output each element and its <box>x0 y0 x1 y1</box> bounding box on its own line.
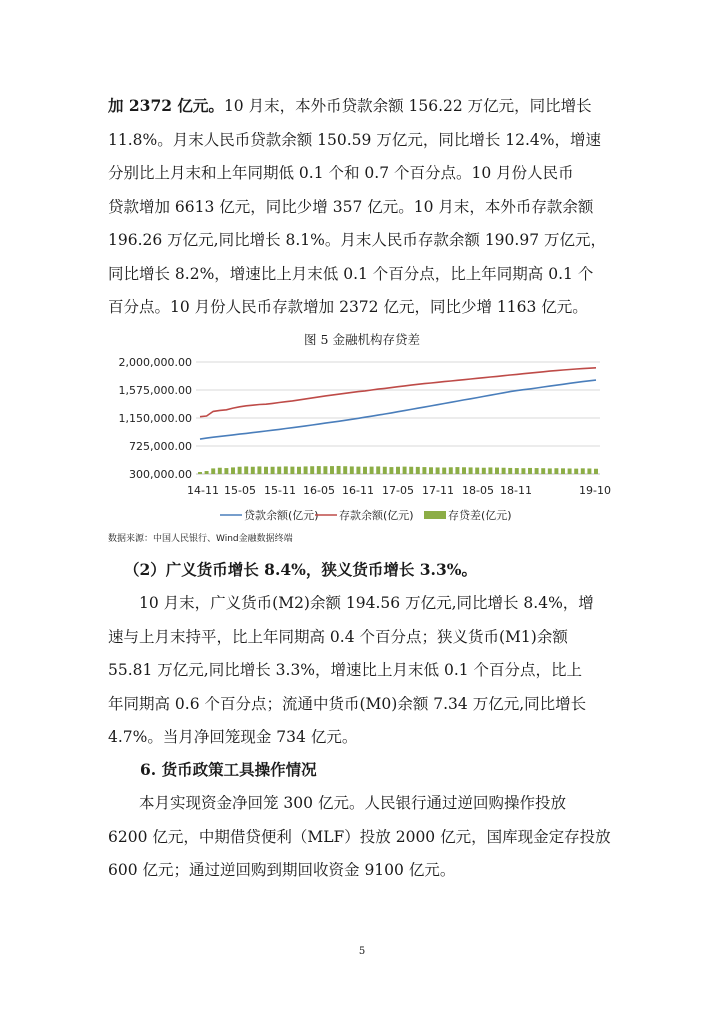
paragraph-line: 4.7%。当月净回笼现金 734 亿元。 <box>108 728 358 746</box>
gap-bar <box>587 468 591 474</box>
gap-bar <box>422 467 426 474</box>
gap-bar <box>304 466 308 474</box>
y-tick-label: 1,575,000.00 <box>118 384 192 397</box>
paragraph-line: 10 月末，广义货币(M2)余额 194.56 万亿元,同比增长 8.4%，增 <box>139 594 594 612</box>
paragraph-line: 加 2372 亿元。10 月末，本外币贷款余额 156.22 万亿元，同比增长 <box>108 96 592 115</box>
gap-bar <box>442 468 446 474</box>
x-tick-label: 16-11 <box>342 484 374 497</box>
gap-bar <box>297 467 301 474</box>
gap-bar <box>343 466 347 474</box>
gap-bar <box>548 468 552 474</box>
gap-bar <box>323 466 327 474</box>
gap-bar <box>488 467 492 474</box>
gap-bar <box>455 467 459 474</box>
paragraph-line: 速与上月末持平，比上年同期高 0.4 个百分点；狭义货币(M1)余额 <box>108 627 568 646</box>
x-tick-labels <box>187 484 611 497</box>
gap-bar <box>535 468 539 474</box>
page-number: 5 <box>358 946 366 957</box>
paragraph-money-supply <box>108 587 616 755</box>
gap-bar <box>257 466 261 474</box>
paragraph-line: 11.8%。月末人民币贷款余额 150.59 万亿元，同比增长 12.4%，增速 <box>108 130 601 149</box>
legend-label: 存贷差(亿元) <box>448 509 512 522</box>
gap-bar <box>495 468 499 474</box>
gap-bar <box>238 467 242 474</box>
gap-bar <box>594 469 598 474</box>
gap-bar <box>376 466 380 474</box>
gap-bar <box>561 468 565 474</box>
gap-bar <box>356 467 360 474</box>
gap-bar <box>211 468 215 474</box>
y-tick-label: 300,000.00 <box>129 468 192 481</box>
gap-bar <box>244 466 248 474</box>
gap-bar <box>317 466 321 474</box>
paragraph-line: 分别比上月末和上年同期低 0.1 个和 0.7 个百分点。10 月份人民币 <box>108 164 574 182</box>
y-tick-labels <box>119 356 192 481</box>
x-tick-label: 19-10 <box>579 484 611 497</box>
x-tick-label: 17-11 <box>422 484 454 497</box>
paragraph-line: 55.81 万亿元,同比增长 3.3%，增速比上月末低 0.1 个百分点，比上 <box>108 661 583 679</box>
gap-bar <box>568 468 572 474</box>
gap-bar <box>231 467 235 474</box>
paragraph-line: 同比增长 8.2%，增速比上月末低 0.1 个百分点，比上年同期高 0.1 个 <box>108 264 594 283</box>
gap-bar <box>403 467 407 474</box>
gap-bar <box>574 469 578 474</box>
figure-source: 数据来源：中国人民银行、Wind金融数据终端 <box>108 534 293 544</box>
gap-bar <box>284 466 288 474</box>
y-tick-label: 2,000,000.00 <box>118 356 192 369</box>
gap-bar <box>416 467 420 474</box>
y-tick-label: 725,000.00 <box>129 440 192 453</box>
y-tick-label: 1,150,000.00 <box>118 412 192 425</box>
paragraph-line: 600 亿元；通过逆回购到期回收资金 9100 亿元。 <box>108 861 456 879</box>
chart-legend <box>220 508 512 522</box>
gap-bar <box>528 468 532 474</box>
gap-bar <box>337 466 341 474</box>
paragraph-line: 百分点。10 月份人民币存款增加 2372 亿元，同比少增 1163 亿元。 <box>108 298 588 316</box>
x-tick-label: 15-11 <box>264 484 296 497</box>
gap-bar <box>198 472 202 474</box>
gap-bar <box>205 471 209 474</box>
paragraph-deposits-loans <box>108 89 616 325</box>
gap-bar <box>429 467 433 474</box>
gap-bar <box>508 468 512 474</box>
chart-lines <box>200 368 596 439</box>
x-tick-label: 14-11 <box>187 484 219 497</box>
x-tick-label: 17-05 <box>382 484 414 497</box>
gap-bars <box>198 466 598 474</box>
gap-bar <box>449 467 453 474</box>
gap-bar <box>462 467 466 474</box>
gap-bar <box>310 466 314 474</box>
gap-bar <box>469 467 473 474</box>
x-tick-label: 16-05 <box>303 484 335 497</box>
deposit-loan-gap-chart <box>108 352 618 530</box>
section-heading-money-supply: （2）广义货币增长 8.4%，狭义货币增长 3.3%。 <box>124 560 477 579</box>
gap-bar <box>383 467 387 474</box>
gap-bar <box>290 467 294 474</box>
paragraph-line: 年同期高 0.6 个百分点；流通中货币(M0)余额 7.34 万亿元,同比增长 <box>108 694 587 713</box>
gap-bar <box>363 467 367 474</box>
legend-label: 存款余额(亿元) <box>339 509 414 522</box>
paragraph-line: 196.26 万亿元,同比增长 8.1%。月末人民币存款余额 190.97 万亿元， <box>108 231 606 249</box>
gap-bar <box>541 468 545 474</box>
x-tick-label: 15-05 <box>224 484 256 497</box>
section-heading-policy-tools: 6. 货币政策工具操作情况 <box>140 760 317 779</box>
gap-bar <box>475 468 479 474</box>
x-tick-label: 18-05 <box>462 484 494 497</box>
gap-bar <box>330 466 334 474</box>
gap-bar <box>502 468 506 474</box>
gap-bar <box>482 468 486 474</box>
paragraph-line: 贷款增加 6613 亿元，同比少增 357 亿元。10 月末，本外币存款余额 <box>108 197 594 216</box>
gap-bar <box>271 467 275 474</box>
loan-balance-line <box>200 380 596 439</box>
gap-bar <box>389 467 393 474</box>
deposit-balance-line <box>200 368 596 417</box>
paragraph-policy-tools <box>108 787 616 888</box>
gap-bar <box>224 468 228 474</box>
chart-grid <box>196 362 600 474</box>
gap-bar <box>264 467 268 474</box>
gap-bar <box>251 467 255 474</box>
lead-bold-text: 加 2372 亿元。 <box>108 96 224 115</box>
gap-bar <box>515 468 519 474</box>
gap-bar <box>554 468 558 474</box>
legend-swatch <box>424 511 446 519</box>
gap-bar <box>409 467 413 474</box>
gap-bar <box>436 467 440 474</box>
figure-title: 图 5 金融机构存贷差 <box>304 332 420 347</box>
gap-bar <box>521 468 525 474</box>
legend-label: 贷款余额(亿元) <box>244 509 319 522</box>
gap-bar <box>218 468 222 474</box>
paragraph-line: 6200 亿元，中期借贷便利（MLF）投放 2000 亿元，国库现金定存投放 <box>108 827 611 846</box>
x-tick-label: 18-11 <box>500 484 532 497</box>
gap-bar <box>277 467 281 474</box>
gap-bar <box>350 466 354 474</box>
paragraph-line: 本月实现资金净回笼 300 亿元。人民银行通过逆回购操作投放 <box>139 794 566 812</box>
gap-bar <box>396 467 400 474</box>
gap-bar <box>370 467 374 474</box>
gap-bar <box>581 468 585 474</box>
